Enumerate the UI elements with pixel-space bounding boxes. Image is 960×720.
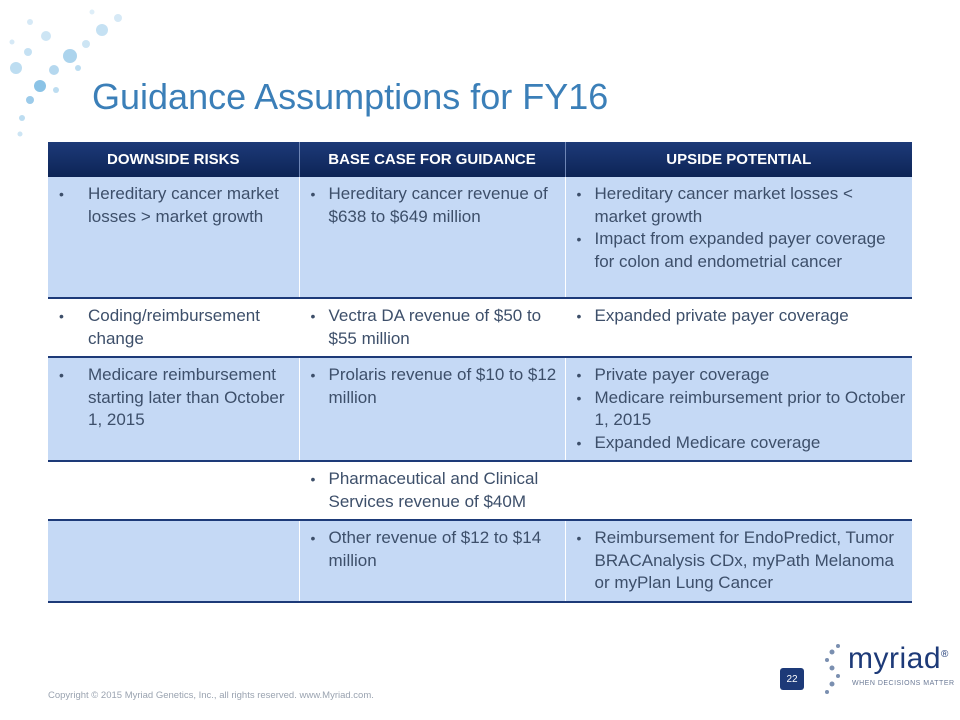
helix-icon bbox=[818, 640, 848, 700]
list-item: • Reimbursement for EndoPredict, Tumor BRACAnalysis CDx, myPath Melanoma or myPlan Lung Cancer bbox=[576, 527, 909, 595]
list-item: • Hereditary cancer market losses > market growth bbox=[58, 183, 295, 228]
downside-cell bbox=[48, 520, 299, 602]
upside-cell bbox=[565, 357, 912, 461]
upside-cell bbox=[565, 298, 912, 357]
base-case-cell bbox=[299, 298, 565, 357]
table-row bbox=[48, 520, 912, 602]
downside-cell bbox=[48, 357, 299, 461]
upside-cell bbox=[565, 461, 912, 520]
myriad-logo bbox=[818, 640, 955, 700]
list-item: • Prolaris revenue of $10 to $12 million bbox=[310, 364, 561, 409]
page-number: 22 bbox=[780, 668, 804, 690]
list-item: • Medicare reimbursement prior to October 1, 2015 bbox=[576, 387, 909, 432]
base-case-cell bbox=[299, 357, 565, 461]
base-case-cell bbox=[299, 177, 565, 298]
list-item: • Pharmaceutical and Clinical Services revenue of $40M bbox=[310, 468, 561, 513]
downside-cell bbox=[48, 177, 299, 298]
header-downside-risks: DOWNSIDE RISKS bbox=[48, 142, 299, 177]
slide-title: Guidance Assumptions for FY16 bbox=[92, 76, 609, 117]
table-row bbox=[48, 357, 912, 461]
list-item: • Coding/reimbursement change bbox=[58, 305, 295, 350]
table-row bbox=[48, 461, 912, 520]
list-item: • Expanded private payer coverage bbox=[576, 305, 909, 328]
guidance-table bbox=[48, 142, 912, 603]
header-upside-potential: UPSIDE POTENTIAL bbox=[565, 142, 912, 177]
list-item: • Hereditary cancer revenue of $638 to $649 million bbox=[310, 183, 561, 228]
upside-cell bbox=[565, 177, 912, 298]
header-base-case: BASE CASE FOR GUIDANCE bbox=[299, 142, 565, 177]
list-item: • Medicare reimbursement starting later than October 1, 2015 bbox=[58, 364, 295, 432]
logo-wordmark: myriad® bbox=[848, 642, 949, 675]
list-item: • Other revenue of $12 to $14 million bbox=[310, 527, 561, 572]
logo-tagline: WHEN DECISIONS MATTER bbox=[852, 680, 955, 687]
base-case-cell bbox=[299, 461, 565, 520]
base-case-cell bbox=[299, 520, 565, 602]
list-item: • Private payer coverage bbox=[576, 364, 909, 387]
downside-cell bbox=[48, 461, 299, 520]
table-row bbox=[48, 177, 912, 298]
table-header-row bbox=[48, 142, 912, 177]
list-item: • Hereditary cancer market losses < market growth bbox=[576, 183, 909, 228]
list-item: • Vectra DA revenue of $50 to $55 million bbox=[310, 305, 561, 350]
copyright-footer: Copyright © 2015 Myriad Genetics, Inc., all rights reserved. www.Myriad.com. bbox=[48, 690, 374, 701]
upside-cell bbox=[565, 520, 912, 602]
list-item: • Impact from expanded payer coverage for colon and endometrial cancer bbox=[576, 228, 909, 273]
list-item: • Expanded Medicare coverage bbox=[576, 432, 909, 455]
table-row bbox=[48, 298, 912, 357]
downside-cell bbox=[48, 298, 299, 357]
